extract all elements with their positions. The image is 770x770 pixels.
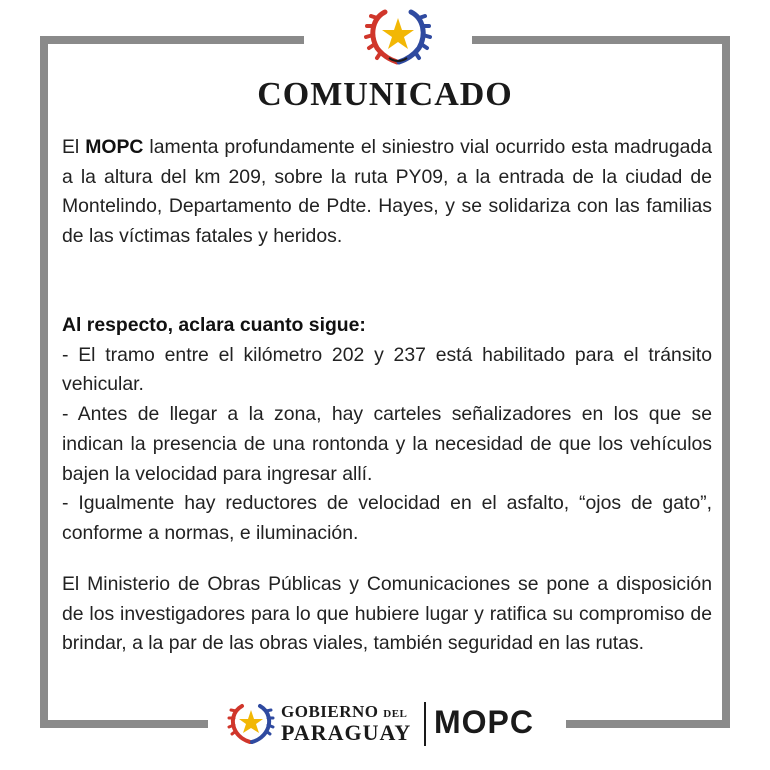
intro-paragraph <box>62 133 712 252</box>
list-item: - El tramo entre el kilómetro 202 y 237 está habilitado para el tránsito vehicular. <box>62 343 712 396</box>
coat-of-arms-emblem <box>363 4 433 66</box>
org-name: MOPC <box>85 136 144 158</box>
frame-left <box>40 36 48 728</box>
clarifications-heading: Al respecto, aclara cuanto sigue: <box>62 314 366 336</box>
footer-divider <box>424 702 426 746</box>
list-item: - Antes de llegar a la zona, hay carteles señalizadores en los que se indican la presencia de una rontonda y la necesidad de que los vehículos bajen la velocidad para ingresar allí. <box>62 403 712 485</box>
intro-prefix: El <box>62 136 86 158</box>
page-title: COMUNICADO <box>257 76 513 113</box>
paraguay-label: PARAGUAY <box>281 720 412 745</box>
frame-top-left <box>40 36 304 44</box>
intro-text: lamenta profundamente el siniestro vial ocurrido esta madrugada a la altura del km 209, sobre la ruta PY09, a la entrada de la ciudad de Montelindo, Departamento de Pdte. Hayes, y se solidariza con las familias de las víctimas fatales y heridos. <box>62 136 712 248</box>
star-icon <box>382 18 414 49</box>
footer-logos <box>0 696 770 752</box>
closing-text: El Ministerio de Obras Públicas y Comunicaciones se pone a disposición de los investigadores para lo que hubiere lugar y ratifica su compromiso de brindar, a la par de las obras viales, también seguridad en las rutas. <box>62 573 712 655</box>
list-item: - Igualmente hay reductores de velocidad en el asfalto, “ojos de gato”, conforme a normas, e iluminación. <box>62 492 712 544</box>
closing-paragraph <box>62 570 712 659</box>
mopc-logo: MOPC <box>434 704 534 740</box>
gobierno-label: GOBIERNO DEL <box>281 702 408 721</box>
clarifications-section <box>62 311 712 549</box>
frame-top-right <box>472 36 730 44</box>
frame-right <box>722 36 730 728</box>
government-emblem-icon <box>226 700 276 746</box>
